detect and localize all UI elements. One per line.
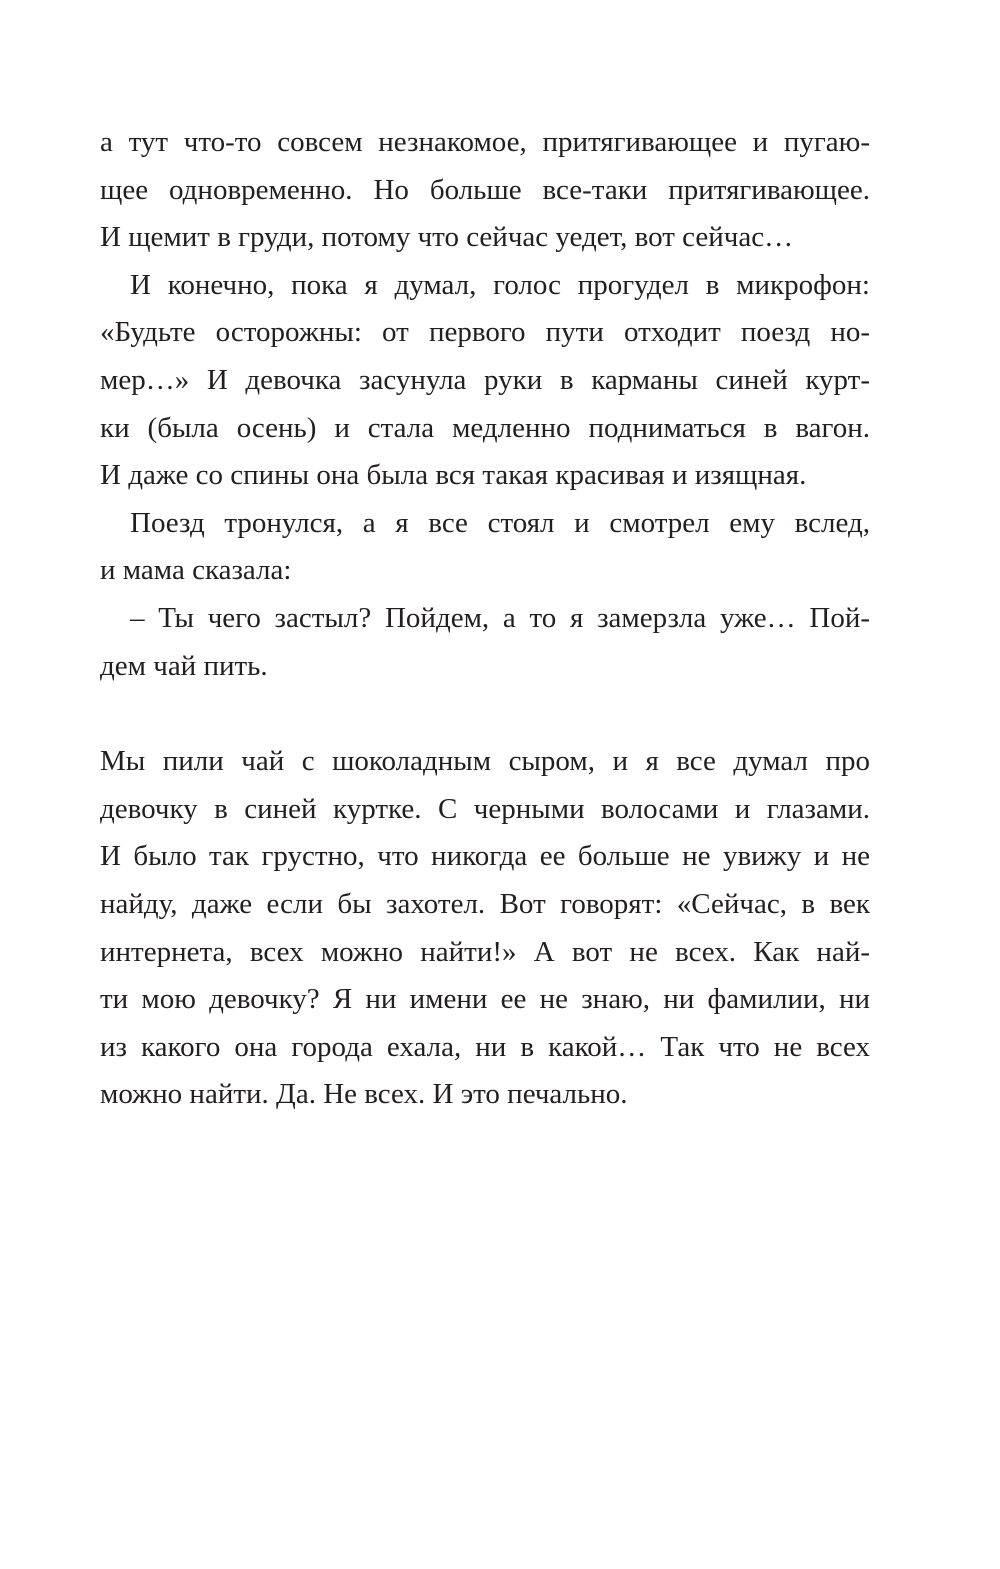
paragraph xyxy=(100,738,870,1119)
text-line: И щемит в груди, потому что сейчас уедет, вот сейчас… xyxy=(100,221,794,254)
text-line: девочку в синей куртке. С черными волосами и глазами. xyxy=(100,792,870,825)
text-line: ти мою девочку? Я ни имени ее не знаю, ни фамилии, ни xyxy=(100,983,870,1016)
text-line: И даже со спины она была вся такая красивая и изящная. xyxy=(100,459,807,492)
text-line: дем чай пить. xyxy=(100,649,268,682)
text-line: – Ты чего застыл? Пойдем, а то я замерзла уже… Пой- xyxy=(130,601,870,634)
text-line: интернета, всех можно найти!» А вот не всех. Как най- xyxy=(100,935,870,968)
body-text xyxy=(100,119,870,1119)
text-line: Поезд тронулся, а я все стоял и смотрел ему вслед, xyxy=(130,506,870,539)
text-line: а тут что-то совсем незнакомое, притягивающее и пугаю- xyxy=(100,126,870,158)
text-line: мер…» И девочка засунула руки в карманы синей курт- xyxy=(100,363,870,396)
paragraph xyxy=(100,500,870,595)
text-line: из какого она города ехала, ни в какой… Так что не всех xyxy=(100,1030,870,1063)
text-line: ки (была осень) и стала медленно подниматься в вагон. xyxy=(100,411,870,444)
text-line: щее одновременно. Но больше все-таки притягивающее. xyxy=(100,173,870,206)
text-line: Мы пили чай с шоколадным сыром, и я все думал про xyxy=(100,745,870,778)
paragraph xyxy=(100,262,870,500)
text-line: «Будьте осторожны: от первого пути отходит поезд но- xyxy=(100,316,870,349)
paragraph xyxy=(100,119,870,262)
text-line: можно найти. Да. Не всех. И это печально. xyxy=(100,1078,628,1111)
text-line: найду, даже если бы захотел. Вот говорят: «Сейчас, в век xyxy=(100,887,870,920)
text-line: и мама сказала: xyxy=(100,554,292,587)
text-line: И конечно, пока я думал, голос прогудел в микрофон: xyxy=(130,268,870,301)
text-line: И было так грустно, что никогда ее больше не увижу и не xyxy=(100,840,870,873)
section-break xyxy=(100,690,870,738)
dialogue-paragraph xyxy=(100,595,870,690)
